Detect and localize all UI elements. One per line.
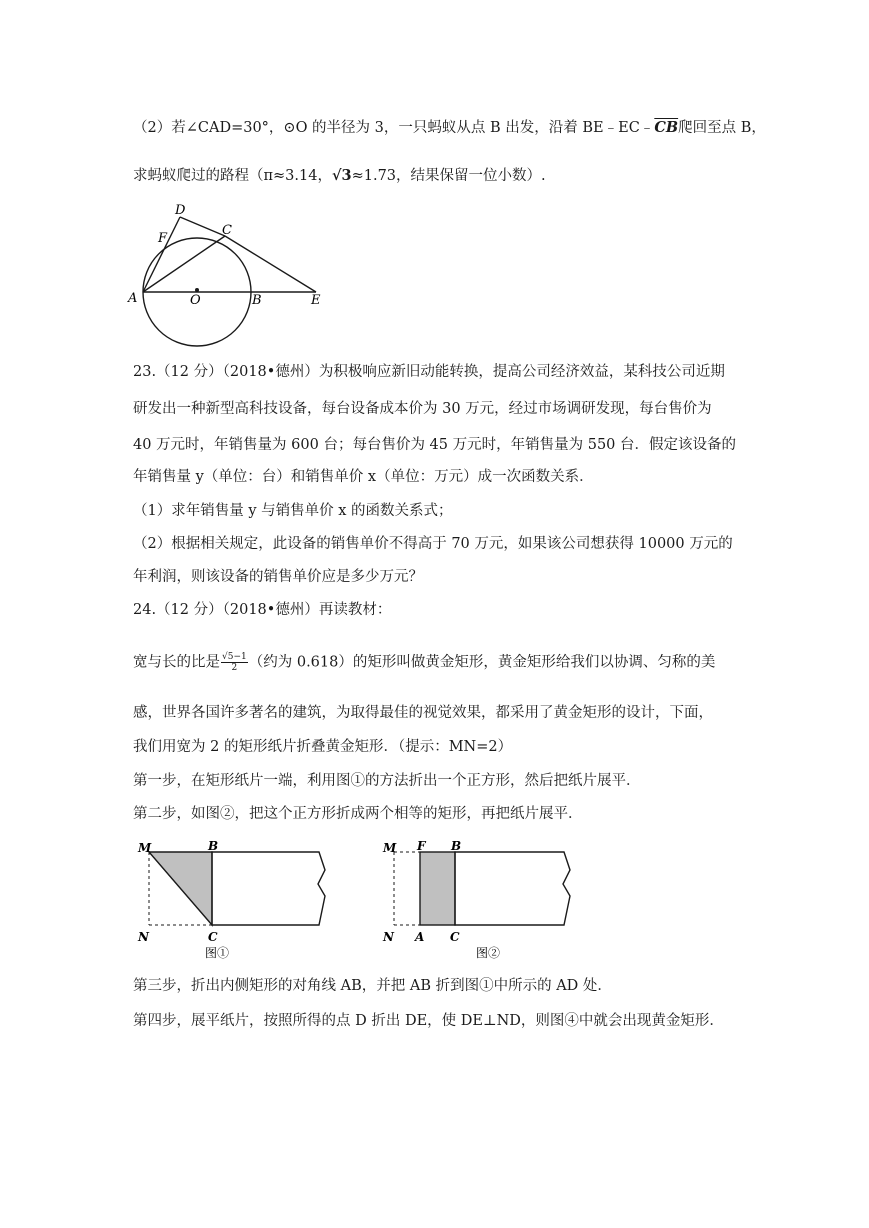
paper-strip [212, 852, 325, 925]
circle-figure [120, 198, 340, 348]
q24-step3: 第三步，折出内侧矩形的对角线 AB，并把 AB 折到图①中所示的 AD 处． [133, 978, 612, 994]
text: （约为 0.618）的矩形叫做黄金矩形，黄金矩形给我们以协调、匀称的美 [248, 654, 716, 671]
label-b: B [451, 840, 462, 853]
label-b: B [252, 293, 262, 308]
q23-sub2-line1: （2）根据相关规定，此设备的销售单价不得高于 70 万元，如果该公司想获得 10000 万元的 [133, 536, 733, 552]
label-c: C [450, 930, 460, 944]
q24-step1: 第一步，在矩形纸片一端，利用图①的方法折出一个正方形，然后把纸片展平． [133, 773, 641, 789]
line-dc [180, 217, 225, 236]
text: （2）若∠CAD=30°，⊙O 的半径为 3，一只蚂蚁从点 B 出发，沿着 BE﹣EC﹣ [133, 120, 655, 136]
arc-cb: $\overline{CB}$ [654, 119, 679, 136]
fraction-golden [221, 652, 248, 673]
q24-line3: 我们用宽为 2 的矩形纸片折叠黄金矩形．（提示：MN=2） [133, 739, 513, 755]
label-o: O [190, 293, 201, 308]
caption-fig2: 图② [476, 946, 501, 960]
q23-line2: 研发出一种新型高科技设备，每台设备成本价为 30 万元，经过市场调研发现，每台售价为 [133, 401, 712, 417]
text: ≈1.73，结果保留一位小数）. [351, 168, 546, 184]
label-n: N [383, 930, 394, 944]
problem22-part2-line1 [133, 118, 766, 138]
q23-sub1: （1）求年销售量 y 与销售单价 x 的函数关系式； [133, 503, 453, 519]
label-c: C [222, 223, 232, 238]
paper-strip [455, 852, 570, 925]
sqrt-3: √3 [331, 167, 352, 184]
label-f: F [417, 840, 426, 853]
label-m: M [383, 841, 397, 855]
fold-figure-2 [380, 840, 590, 965]
label-b: B [208, 840, 219, 853]
q23-sub2-line2: 年利润，则该设备的销售单价应是多少万元？ [133, 569, 423, 585]
line-ac [143, 236, 225, 292]
label-n: N [138, 930, 149, 944]
fold-figure-1 [135, 840, 345, 965]
q23-line4: 年销售量 y（单位：台）和销售单价 x（单位：万元）成一次函数关系． [133, 469, 594, 485]
caption-fig1: 图① [205, 946, 230, 960]
label-f: F [158, 231, 168, 246]
q23-line1: 23.（12 分）（2018•德州）为积极响应新旧动能转换，提高公司经济效益，某科技公司近期 [133, 364, 725, 380]
line-ce [225, 236, 316, 292]
q24-step4: 第四步，展平纸片，按照所得的点 D 折出 DE，使 DE⊥ND，则图④中就会出现黄金矩形． [133, 1013, 724, 1029]
q24-line2: 感，世界各国许多著名的建筑，为取得最佳的视觉效果，都采用了黄金矩形的设计，下面， [133, 705, 713, 721]
text: 求蚂蚁爬过的路程（π≈3.14， [133, 168, 332, 184]
text: 爬回至点 B， [678, 120, 766, 136]
label-c: C [208, 930, 218, 944]
label-e: E [311, 293, 321, 308]
center-point [195, 288, 199, 292]
label-a: A [128, 291, 138, 306]
label-m: M [138, 841, 152, 855]
line-ad [143, 217, 180, 292]
q24-line1 [133, 652, 715, 673]
fraction-denominator: 2 [231, 663, 238, 673]
problem22-part2-line2 [133, 166, 546, 186]
label-d: D [175, 203, 186, 218]
text: 宽与长的比是 [133, 654, 220, 671]
q24-step2: 第二步，如图②，把这个正方形折成两个相等的矩形，再把纸片展平． [133, 806, 583, 822]
label-a: A [415, 930, 425, 944]
shaded-rectangle [420, 852, 455, 925]
q23-line3: 40 万元时，年销售量为 600 台；每台售价为 45 万元时，年销售量为 550 台．假定该设备的 [133, 437, 737, 453]
q24-heading: 24.（12 分）（2018•德州）再读教材： [133, 602, 392, 618]
fraction-numerator: √5−1 [222, 652, 247, 662]
